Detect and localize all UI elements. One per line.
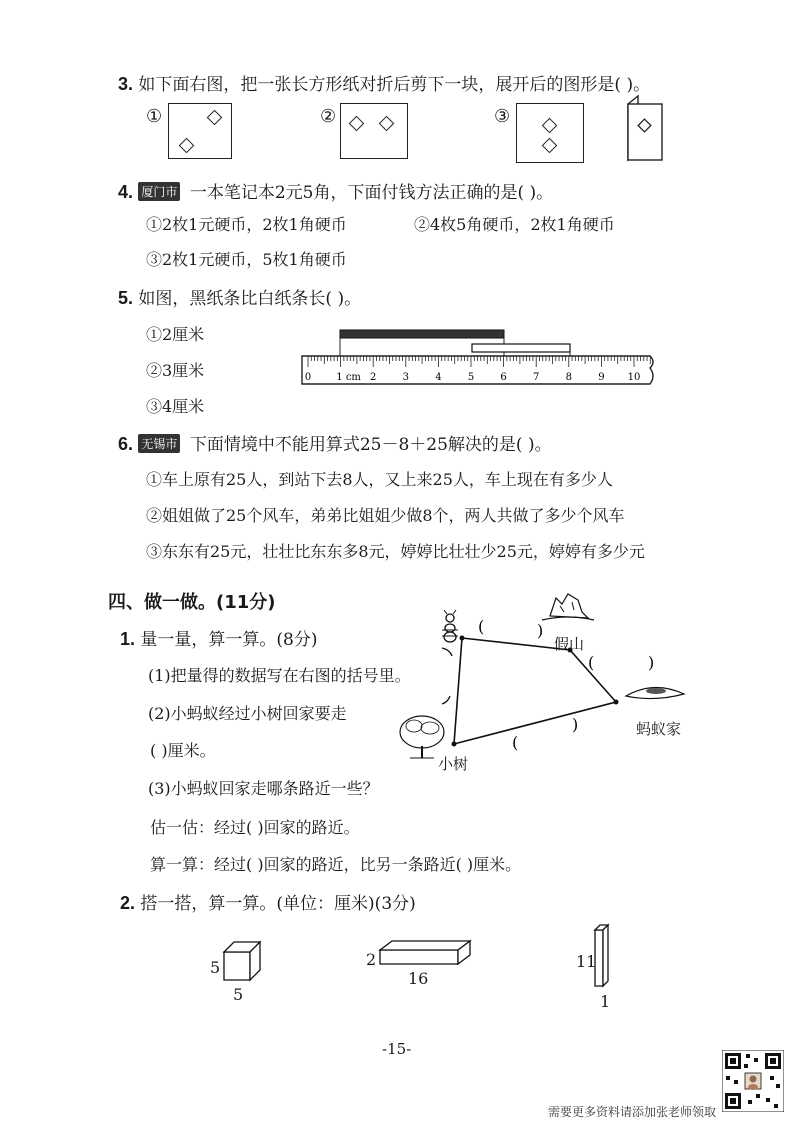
- cube-bottom-label: 5: [233, 985, 244, 1004]
- q5-option-3[interactable]: ③4厘米: [146, 397, 205, 416]
- ruler-label: 0: [304, 372, 312, 383]
- qr-code-icon: [722, 1050, 784, 1112]
- long-bar-figure: [376, 938, 472, 968]
- q5-number: 5.: [118, 288, 134, 308]
- q4-option-2[interactable]: ②4枚5角硬币，2枚1角硬币: [414, 215, 615, 234]
- svg-text:): ): [648, 653, 655, 672]
- q3-option-3-figure[interactable]: [516, 103, 584, 163]
- bar-side-label: 2: [366, 950, 377, 969]
- q3-option-2-figure[interactable]: [340, 103, 408, 159]
- p2-title-text: 搭一搭，算一算。(单位：厘米)(3分): [140, 894, 416, 914]
- svg-text:(: (: [588, 653, 595, 672]
- ruler-label: 3: [402, 372, 409, 383]
- ruler-label: 8: [565, 372, 572, 383]
- q3-option-1-figure[interactable]: [168, 103, 232, 159]
- p1-title-text: 量一量，算一算。(8分): [140, 630, 318, 650]
- svg-text:(: (: [512, 733, 519, 752]
- folded-paper-figure: [622, 94, 666, 166]
- diamond-shape: [179, 138, 195, 154]
- diamond-shape: [542, 118, 558, 134]
- q4-text: 一本笔记本2元5角，下面付钱方法正确的是( )。: [189, 183, 554, 203]
- ruler-label: 9: [598, 372, 605, 383]
- page-number: -15-: [382, 1040, 412, 1058]
- q3-option-1-label: ①: [146, 106, 163, 127]
- footer-note: 需要更多资料请添加张老师领取: [548, 1105, 717, 1119]
- section-4-title: 四、做一做。(11分): [108, 592, 276, 613]
- q5-stem: [118, 284, 361, 309]
- q5-text: 如图，黑纸条比白纸条长( )。: [138, 289, 362, 309]
- ant-home-icon: [626, 687, 684, 698]
- q3-option-3-label: ③: [494, 106, 511, 127]
- tree-icon: [400, 716, 444, 758]
- ruler-label: 7: [533, 372, 540, 383]
- q5-option-1[interactable]: ①2厘米: [146, 325, 205, 344]
- ruler-figure: [298, 326, 658, 390]
- q4-option-1[interactable]: ①2枚1元硬币，2枚1角硬币: [146, 215, 347, 234]
- svg-text:): ): [537, 621, 544, 640]
- p1-sub-2: (2)小蚂蚁经过小树回家要走: [148, 704, 347, 723]
- p1-estimate[interactable]: 估一估：经过( )回家的路近。: [150, 818, 360, 837]
- ruler-label: 5: [467, 372, 475, 383]
- region-badge: 厦门市: [138, 182, 180, 201]
- p1-answer-distance[interactable]: ( )厘米。: [150, 741, 216, 760]
- diamond-shape: [349, 116, 365, 132]
- q6-number: 6.: [118, 434, 134, 454]
- q3-stem: [118, 70, 650, 95]
- region-badge: 无锡市: [138, 434, 180, 453]
- q3-text: 如下面右图，把一张长方形纸对折后剪下一块，展开后的图形是( )。: [138, 75, 651, 95]
- p1-sub-3: (3)小蚂蚁回家走哪条路近一些？: [148, 779, 379, 798]
- p1-title: [120, 625, 318, 650]
- cube-side-label: 5: [210, 958, 221, 977]
- ruler-label: 10: [627, 372, 641, 383]
- q4-stem: [118, 178, 553, 203]
- rockery-icon: [542, 594, 594, 620]
- p1-number: 1.: [120, 629, 136, 649]
- q6-stem: [118, 430, 552, 455]
- ruler-label: 6: [500, 372, 507, 383]
- q6-option-1[interactable]: ①车上原有25人，到站下去8人，又上来25人，车上现在有多少人: [146, 470, 613, 489]
- p1-calculate[interactable]: 算一算：经过( )回家的路近，比另一条路近( )厘米。: [150, 855, 522, 874]
- q6-option-2[interactable]: ②姐姐做了25个风车，弟弟比姐姐少做8个，两人共做了多少个风车: [146, 506, 625, 525]
- q3-option-2-label: ②: [320, 106, 337, 127]
- ant-icon: [442, 610, 458, 642]
- ruler-label: 2: [370, 372, 377, 383]
- p1-sub-1: (1)把量得的数据写在右图的括号里。: [148, 666, 411, 685]
- ruler-label: 1 cm: [336, 372, 361, 383]
- cube-figure: [220, 938, 264, 984]
- diamond-shape: [542, 138, 558, 154]
- q3-number: 3.: [118, 74, 134, 94]
- label-rockery: 假山: [554, 635, 585, 653]
- q6-text: 下面情境中不能用算式25－8＋25解决的是( )。: [189, 435, 552, 455]
- q6-option-3[interactable]: ③东东有25元，壮壮比东东多8元，婷婷比壮壮少25元，婷婷有多少元: [146, 542, 645, 561]
- p2-number: 2.: [120, 893, 136, 913]
- black-paper-strip: [340, 330, 504, 338]
- bar-bottom-label: 16: [408, 969, 429, 988]
- label-tree: 小树: [438, 755, 469, 773]
- svg-text:(: (: [478, 617, 485, 636]
- label-ant-home: 蚂蚁家: [636, 720, 682, 738]
- q4-option-3[interactable]: ③2枚1元硬币，5枚1角硬币: [146, 250, 347, 269]
- q4-number: 4.: [118, 182, 134, 202]
- white-paper-strip: [472, 344, 570, 352]
- diamond-shape: [207, 110, 223, 126]
- ruler-label: 4: [435, 372, 442, 383]
- p2-title: [120, 889, 416, 914]
- stick-bottom-label: 1: [600, 992, 611, 1011]
- q5-option-2[interactable]: ②3厘米: [146, 361, 205, 380]
- svg-text:): ): [572, 715, 579, 734]
- stick-side-label: 11: [576, 952, 597, 971]
- diamond-shape: [379, 116, 395, 132]
